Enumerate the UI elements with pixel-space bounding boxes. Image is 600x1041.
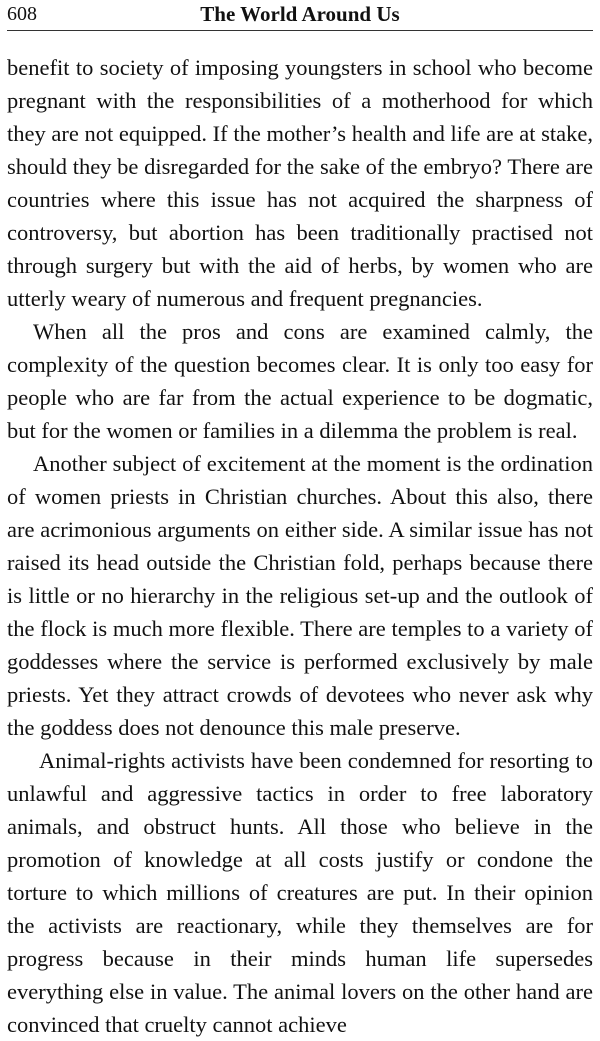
paragraph-women-priests: Another subject of excitement at the moment is the ordination of women priests in Christian churches. About this also, there are acrimonious arguments on either side. A similar issue has not raised its head outside the Christian fold, perhaps because there is little or no hierarchy in the religious set-up and the outlook of the flock is much more flexible. There are temples to a variety of goddesses where the service is performed exclusively by male priests. Yet they attract crowds of devotees who never ask why the goddess does not denounce this male preserve. <box>7 451 593 740</box>
running-title: The World Around Us <box>200 2 400 26</box>
paragraph-pros-and-cons: When all the pros and cons are examined calmly, the complexity of the question becomes clear. It is only too easy for people who are far from the actual experience to be dogmatic, but for the women or families in a dilemma the problem is real. <box>7 319 593 443</box>
paragraph-animal-rights: Animal-rights activists have been condemned for resorting to unlawful and aggressive tactics in order to free laboratory animals, and obstruct hunts. All those who believe in the promotion of knowledge at all costs justify or condone the torture to which millions of creatures are put. In their opinion the activists are reactionary, while they themselves are for progress because in their minds human life supersedes everything else in value. The animal lovers on the other hand are convinced that cruelty cannot achieve <box>7 748 593 1037</box>
body-text <box>7 51 593 1041</box>
paragraph-abortion-continued: benefit to society of imposing youngsters in school who become pregnant with the responsibilities of a motherhood for which they are not equipped. If the mother’s health and life are at stake, should they be disregarded for the sake of the embryo? There are countries where this issue has not acquired the sharpness of controversy, but abortion has been traditionally practised not through surgery but with the aid of herbs, by women who are utterly weary of numerous and frequent pregnancies. <box>7 55 593 311</box>
page-number: 608 <box>7 3 37 25</box>
running-head <box>7 0 593 31</box>
